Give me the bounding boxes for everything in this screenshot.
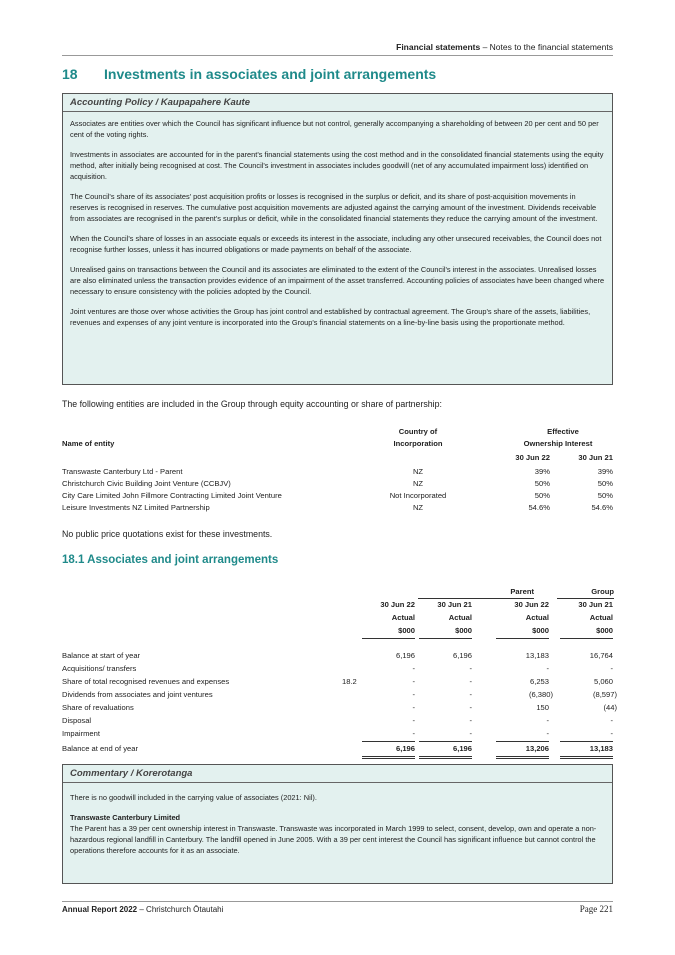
row-value: - xyxy=(546,716,549,725)
subsection-title: 18.1 Associates and joint arrangements xyxy=(62,554,279,566)
row-value: 13,183 xyxy=(560,744,613,759)
entities-header-row-3 xyxy=(62,453,613,465)
policy-paragraph: Joint ventures are those over whose activities the Group has joint control and established by contractual agreement. The Group's share of the assets, liabilities, revenues and expenses of any joint venture is incorporated into the Group's financial statements on a line-by-line basis using the proportionate method. xyxy=(70,307,591,327)
row-value: - xyxy=(560,729,613,742)
col-eff-1: Effective xyxy=(547,427,579,436)
entity-y2: 54.6% xyxy=(591,503,613,512)
table-row xyxy=(62,703,617,715)
commentary-subheading: Transwaste Canterbury Limited xyxy=(70,813,181,822)
row-label: Balance at end of year xyxy=(62,744,138,753)
row-value: (44) xyxy=(603,703,617,712)
row-label: Disposal xyxy=(62,716,92,725)
row-value: - xyxy=(469,690,472,699)
policy-body xyxy=(63,112,612,343)
table-row xyxy=(62,467,613,479)
table-row xyxy=(62,479,613,491)
assoc-header-row-1 xyxy=(62,600,613,612)
row-value: - xyxy=(412,690,415,699)
entity-country: Not Incorporated xyxy=(389,491,447,500)
row-value: - xyxy=(496,729,549,742)
entity-y1: 54.6% xyxy=(528,503,550,512)
commentary-body xyxy=(63,783,612,871)
entity-y1: 39% xyxy=(534,467,550,476)
col-y2: 30 Jun 21 xyxy=(578,453,613,462)
entity-country: NZ xyxy=(412,503,424,512)
h-date: 30 Jun 22 xyxy=(380,600,415,609)
policy-paragraph: Associates are entities over which the Council has significant influence but not control, generally accompanying a shareholding of between 20 per cent and 50 per cent of the voting rights. xyxy=(70,119,599,139)
running-header xyxy=(396,42,613,52)
row-value: - xyxy=(610,664,613,673)
footer-bold: Annual Report 2022 xyxy=(62,905,138,914)
row-value: - xyxy=(469,677,472,686)
row-value: (8,597) xyxy=(592,690,617,699)
h-actual: Actual xyxy=(448,613,472,622)
table-row-total xyxy=(62,744,613,756)
accounting-policy-box xyxy=(62,93,613,385)
row-value: - xyxy=(419,729,472,742)
row-value: - xyxy=(412,703,415,712)
page-number: Page 221 xyxy=(579,904,613,914)
entities-intro: The following entities are included in the Group through equity accounting or share of partnership: xyxy=(62,399,442,409)
row-value: - xyxy=(610,716,613,725)
header-bold: Financial statements xyxy=(396,42,481,52)
section-number: 18 xyxy=(62,66,78,82)
footer-rest: – Christchurch Ōtautahi xyxy=(137,905,224,914)
row-value: 6,196 xyxy=(362,744,415,759)
row-value: 16,764 xyxy=(589,651,613,660)
no-quote-note: No public price quotations exist for these investments. xyxy=(62,529,273,539)
entity-y2: 50% xyxy=(597,491,613,500)
header-rest: – Notes to the financial statements xyxy=(480,42,613,52)
row-label: Impairment xyxy=(62,729,100,738)
h-date: 30 Jun 22 xyxy=(514,600,549,609)
h-actual: Actual xyxy=(391,613,415,622)
assoc-group-header xyxy=(62,587,613,599)
h-date: 30 Jun 21 xyxy=(578,600,613,609)
policy-paragraph: The Council's share of its associates' post acquisition profits or losses is recognised in the surplus or deficit, and its share of post-acquisition movements in reserves is recognised in reserves. The cumulative post acquisition movements are adjusted against the carrying amount of the investment. Dividends receivable from associates are recognised in the parent's surplus or deficit, while in the consolidated financial statements they reduce the carrying amount of the investment. xyxy=(70,192,598,223)
h-unit: $000 xyxy=(496,626,549,639)
entity-y1: 50% xyxy=(534,491,550,500)
row-value: 13,183 xyxy=(525,651,549,660)
entity-name: Transwaste Canterbury Ltd - Parent xyxy=(62,467,183,476)
row-value: 150 xyxy=(536,703,549,712)
row-value: - xyxy=(469,716,472,725)
table-row xyxy=(62,690,617,702)
col-country-2: Incorporation xyxy=(393,439,443,448)
entities-header-row-2 xyxy=(62,439,613,451)
assoc-header-row-3 xyxy=(62,626,613,638)
entity-y2: 39% xyxy=(597,467,613,476)
h-date: 30 Jun 21 xyxy=(437,600,472,609)
table-row xyxy=(62,664,613,676)
row-value: 13,206 xyxy=(496,744,549,759)
table-row xyxy=(62,729,613,741)
col-country-1: Country of xyxy=(398,427,438,436)
table-row xyxy=(62,503,613,515)
h-actual: Actual xyxy=(525,613,549,622)
h-unit: $000 xyxy=(560,626,613,639)
col-y1: 30 Jun 22 xyxy=(515,453,550,462)
policy-paragraph: Investments in associates are accounted for in the parent's financial statements using the cost method and in the consolidated financial statements using the equity method, after initially being recognised at cost. The Council's investment in associates includes goodwill (net of any accumulated impairment loss) identified on acquisition. xyxy=(70,150,604,181)
entity-y2: 50% xyxy=(597,479,613,488)
col-eff-2: Ownership Interest xyxy=(523,439,593,448)
policy-title: Accounting Policy / Kaupapahere Kaute xyxy=(63,94,612,112)
row-label: Balance at start of year xyxy=(62,651,141,660)
row-value: 6,253 xyxy=(529,677,549,686)
header-rule xyxy=(62,55,613,56)
entity-country: NZ xyxy=(412,479,424,488)
row-note: 18.2 xyxy=(342,677,357,686)
row-value: - xyxy=(362,729,415,742)
row-value: - xyxy=(469,664,472,673)
assoc-header-row-2 xyxy=(62,613,613,625)
parent-header: Parent xyxy=(418,587,534,599)
table-row xyxy=(62,677,613,689)
row-value: 6,196 xyxy=(452,651,472,660)
commentary-paragraph: The Parent has a 39 per cent ownership interest in Transwaste. Transwaste was incorporated in March 1999 to select, consent, develop, own and operate a non-hazardous regional landfill in Canterbury. The landfill opened in June 2005. With a 39 per cent interest the Council has significant influence but cannot control the operations therefore accounts for it as an associate. xyxy=(70,824,597,855)
row-value: - xyxy=(412,677,415,686)
h-unit: $000 xyxy=(362,626,415,639)
row-value: 5,060 xyxy=(593,677,613,686)
commentary-box xyxy=(62,764,613,884)
row-value: - xyxy=(412,664,415,673)
row-value: - xyxy=(546,664,549,673)
row-label: Dividends from associates and joint ventures xyxy=(62,690,213,699)
row-value: 6,196 xyxy=(395,651,415,660)
footer-rule xyxy=(62,901,613,902)
commentary-paragraph: There is no goodwill included in the carrying value of associates (2021: Nil). xyxy=(70,793,317,802)
section-title xyxy=(62,66,436,82)
h-unit: $000 xyxy=(419,626,472,639)
row-value: - xyxy=(469,703,472,712)
policy-paragraph: When the Council's share of losses in an associate equals or exceeds its interest in the associate, including any other unsecured receivables, the Council does not recognise further losses, unless it has incurred obligations or made payments on behalf of the associate. xyxy=(70,234,602,254)
entity-country: NZ xyxy=(412,467,424,476)
row-label: Acquisitions/ transfers xyxy=(62,664,137,673)
entities-header-row-1 xyxy=(62,427,613,439)
footer-left xyxy=(62,905,223,914)
h-actual: Actual xyxy=(589,613,613,622)
row-label: Share of total recognised revenues and expenses xyxy=(62,677,230,686)
entity-name: City Care Limited John Fillmore Contracting Limited Joint Venture xyxy=(62,491,282,500)
col-name: Name of entity xyxy=(62,439,115,448)
table-row xyxy=(62,716,613,728)
section-title-text: Investments in associates and joint arrangements xyxy=(104,66,437,82)
table-row xyxy=(62,651,613,663)
row-value: - xyxy=(412,716,415,725)
group-header: Group xyxy=(557,587,614,599)
row-value: 6,196 xyxy=(419,744,472,759)
table-row xyxy=(62,491,613,503)
entity-name: Christchurch Civic Building Joint Venture (CCBJV) xyxy=(62,479,231,488)
commentary-title: Commentary / Korerotanga xyxy=(63,765,612,783)
entity-name: Leisure Investments NZ Limited Partnership xyxy=(62,503,210,512)
row-value: (6,380) xyxy=(528,690,553,699)
policy-paragraph: Unrealised gains on transactions between the Council and its associates are eliminated to the extent of the Council's interest in the associates. Unrealised losses are also eliminated unless the transaction provides evidence of an impairment of the asset transferred. Accounting policies of associates have been changed where necessary to ensure consistency with the policies adopted by the Council. xyxy=(70,265,605,296)
entity-y1: 50% xyxy=(534,479,550,488)
row-label: Share of revaluations xyxy=(62,703,134,712)
